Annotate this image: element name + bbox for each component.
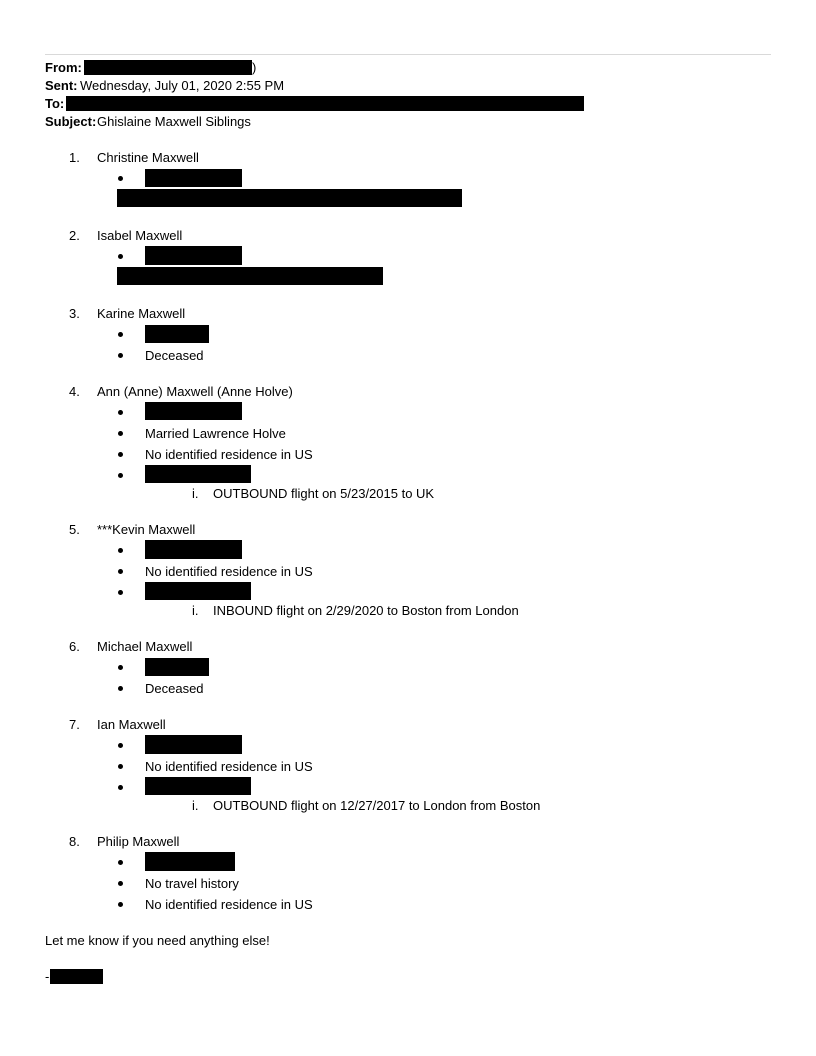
bullet-icon bbox=[118, 548, 123, 553]
bullet-icon bbox=[118, 431, 123, 436]
redacted-block bbox=[117, 189, 462, 207]
redacted-block bbox=[145, 735, 242, 754]
bullet-text: Married Lawrence Holve bbox=[145, 426, 286, 441]
sub-text: INBOUND flight on 2/29/2020 to Boston from London bbox=[213, 603, 519, 618]
subject-value: Ghislaine Maxwell Siblings bbox=[97, 114, 251, 129]
redacted-block bbox=[145, 658, 209, 676]
bullet-text: No identified residence in US bbox=[145, 897, 313, 912]
bullet-icon bbox=[118, 254, 123, 259]
bullet-icon bbox=[118, 473, 123, 478]
sent-value: Wednesday, July 01, 2020 2:55 PM bbox=[80, 78, 285, 93]
bullet-text: Deceased bbox=[145, 681, 204, 696]
redacted-block bbox=[145, 465, 251, 483]
bullet-icon bbox=[118, 569, 123, 574]
redacted-from bbox=[84, 60, 252, 75]
header-divider bbox=[45, 54, 771, 55]
redacted-block bbox=[145, 325, 209, 343]
sibling-name: ***Kevin Maxwell bbox=[97, 522, 196, 537]
sub-text: OUTBOUND flight on 12/27/2017 to London from Boston bbox=[213, 798, 541, 813]
redacted-block bbox=[145, 852, 235, 871]
redacted-block bbox=[145, 169, 242, 187]
redacted-block bbox=[145, 402, 242, 420]
sibling-number: 5. bbox=[69, 522, 80, 537]
signature-prefix: - bbox=[45, 969, 50, 984]
bullet-text: No identified residence in US bbox=[145, 759, 313, 774]
closing-line: Let me know if you need anything else! bbox=[45, 933, 270, 948]
bullet-icon bbox=[118, 590, 123, 595]
sibling-name: Michael Maxwell bbox=[97, 639, 193, 654]
sibling-number: 8. bbox=[69, 834, 80, 849]
bullet-text: No travel history bbox=[145, 876, 239, 891]
from-label: From: bbox=[45, 60, 82, 75]
redacted-block bbox=[145, 540, 242, 559]
sibling-name: Ann (Anne) Maxwell (Anne Holve) bbox=[97, 384, 293, 399]
redacted-block bbox=[145, 582, 251, 600]
sub-marker: i. bbox=[192, 486, 199, 501]
bullet-icon bbox=[118, 881, 123, 886]
sub-marker: i. bbox=[192, 798, 199, 813]
bullet-text: Deceased bbox=[145, 348, 204, 363]
sibling-name: Philip Maxwell bbox=[97, 834, 180, 849]
bullet-icon bbox=[118, 743, 123, 748]
sibling-name: Christine Maxwell bbox=[97, 150, 199, 165]
bullet-icon bbox=[118, 176, 123, 181]
bullet-text: No identified residence in US bbox=[145, 564, 313, 579]
subject-label: Subject: bbox=[45, 114, 97, 129]
to-label: To: bbox=[45, 96, 65, 111]
redacted-signature bbox=[50, 969, 103, 984]
sibling-name: Ian Maxwell bbox=[97, 717, 166, 732]
sibling-number: 6. bbox=[69, 639, 80, 654]
sibling-number: 2. bbox=[69, 228, 80, 243]
bullet-icon bbox=[118, 665, 123, 670]
bullet-icon bbox=[118, 410, 123, 415]
bullet-icon bbox=[118, 353, 123, 358]
redacted-block bbox=[117, 267, 383, 285]
sibling-number: 4. bbox=[69, 384, 80, 399]
sibling-name: Isabel Maxwell bbox=[97, 228, 183, 243]
from-tail: ) bbox=[252, 60, 257, 75]
redacted-block bbox=[145, 777, 251, 795]
bullet-text: No identified residence in US bbox=[145, 447, 313, 462]
bullet-icon bbox=[118, 785, 123, 790]
sent-label: Sent: bbox=[45, 78, 78, 93]
bullet-icon bbox=[118, 902, 123, 907]
sibling-number: 7. bbox=[69, 717, 80, 732]
bullet-icon bbox=[118, 332, 123, 337]
sub-text: OUTBOUND flight on 5/23/2015 to UK bbox=[213, 486, 435, 501]
redacted-to bbox=[66, 96, 584, 111]
bullet-icon bbox=[118, 860, 123, 865]
sibling-number: 3. bbox=[69, 306, 80, 321]
sibling-number: 1. bbox=[69, 150, 80, 165]
bullet-icon bbox=[118, 764, 123, 769]
bullet-icon bbox=[118, 686, 123, 691]
sibling-name: Karine Maxwell bbox=[97, 306, 186, 321]
redacted-block bbox=[145, 246, 242, 265]
sub-marker: i. bbox=[192, 603, 199, 618]
bullet-icon bbox=[118, 452, 123, 457]
